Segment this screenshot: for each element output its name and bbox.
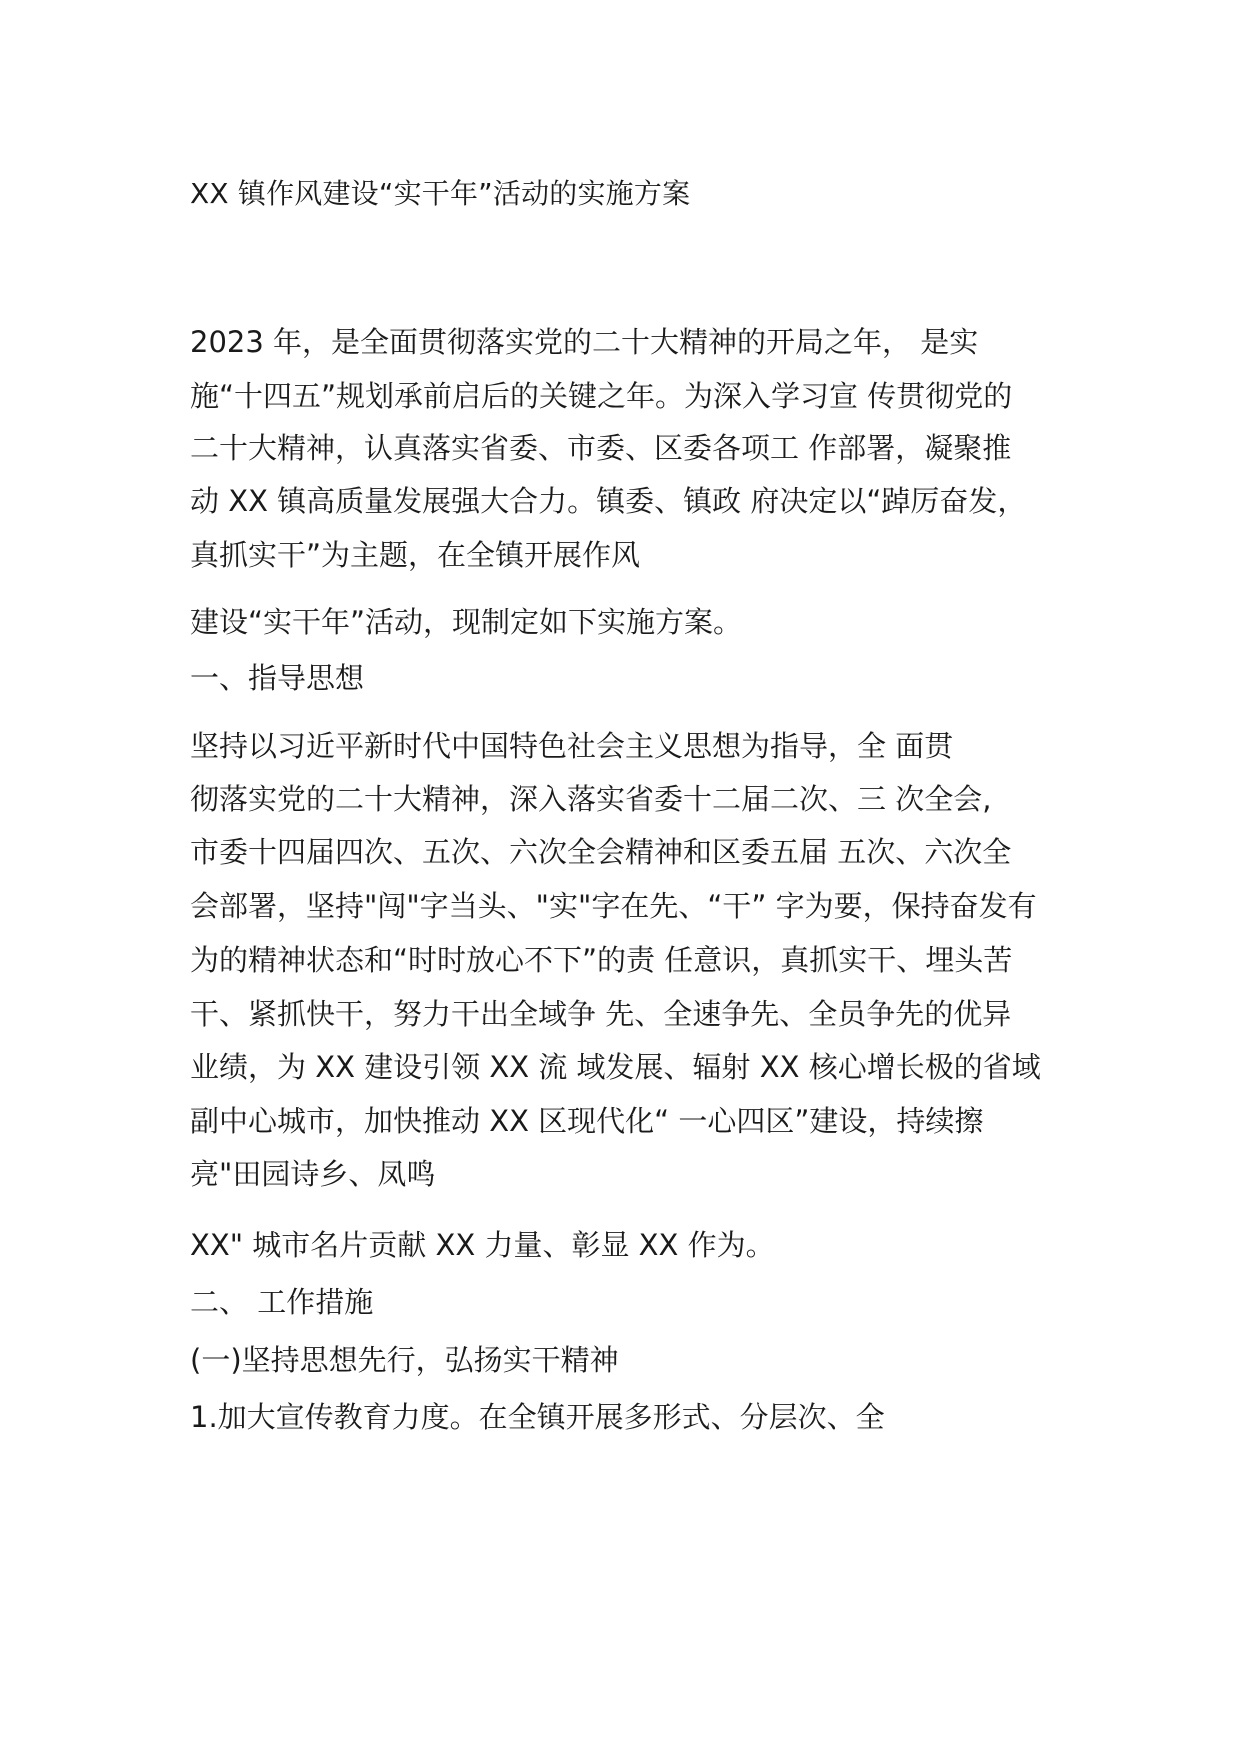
paragraph-line: 业绩，为 XX 建设引领 XX 流 域发展、辐射 XX 核心增长极的省域: [190, 1050, 1041, 1084]
paragraph-line: 亮"田园诗乡、凤鸣: [190, 1157, 436, 1191]
paragraph-line: XX" 城市名片贡献 XX 力量、彰显 XX 作为。: [190, 1228, 775, 1262]
paragraph-line: 1.加大宣传教育力度。在全镇开展多形式、分层次、全: [190, 1400, 885, 1434]
subsection-heading: (一)坚持思想先行，弘扬实干精神: [190, 1343, 619, 1377]
section-heading: 一、指导思想: [190, 661, 365, 695]
paragraph-line: 真抓实干”为主题，在全镇开展作风: [190, 538, 641, 572]
section-heading: 二、 工作措施: [190, 1285, 374, 1319]
paragraph-line: 施“十四五”规划承前启后的关键之年。为深入学习宣 传贯彻党的: [190, 379, 1013, 413]
paragraph-line: 会部署，坚持"闯"字当头、"实"字在先、“干” 字为要，保持奋发有: [190, 889, 1037, 923]
paragraph-line: 干、紧抓快干，努力干出全域争 先、全速争先、全员争先的优异: [190, 997, 1012, 1031]
paragraph-line: 动 XX 镇高质量发展强大合力。镇委、镇政 府决定以“踔厉奋发，: [190, 484, 1027, 518]
paragraph-line: 二十大精神，认真落实省委、市委、区委各项工 作部署，凝聚推: [190, 431, 1012, 465]
document-title: XX 镇作风建设“实干年”活动的实施方案: [190, 177, 691, 210]
paragraph-line: 坚持以习近平新时代中国特色社会主义思想为指导，全 面贯: [190, 729, 954, 763]
paragraph-line: 2023 年，是全面贯彻落实党的二十大精神的开局之年， 是实: [190, 325, 979, 359]
paragraph-line: 建设“实干年”活动，现制定如下实施方案。: [190, 605, 743, 639]
paragraph-line: 副中心城市，加快推动 XX 区现代化“ 一心四区”建设，持续擦: [190, 1104, 984, 1138]
paragraph-line: 市委十四届四次、五次、六次全会精神和区委五届 五次、六次全: [190, 835, 1012, 869]
paragraph-line: 为的精神状态和“时时放心不下”的责 任意识，真抓实干、埋头苦: [190, 943, 1013, 977]
paragraph-line: 彻落实党的二十大精神，深入落实省委十二届二次、三 次全会,: [190, 782, 992, 816]
